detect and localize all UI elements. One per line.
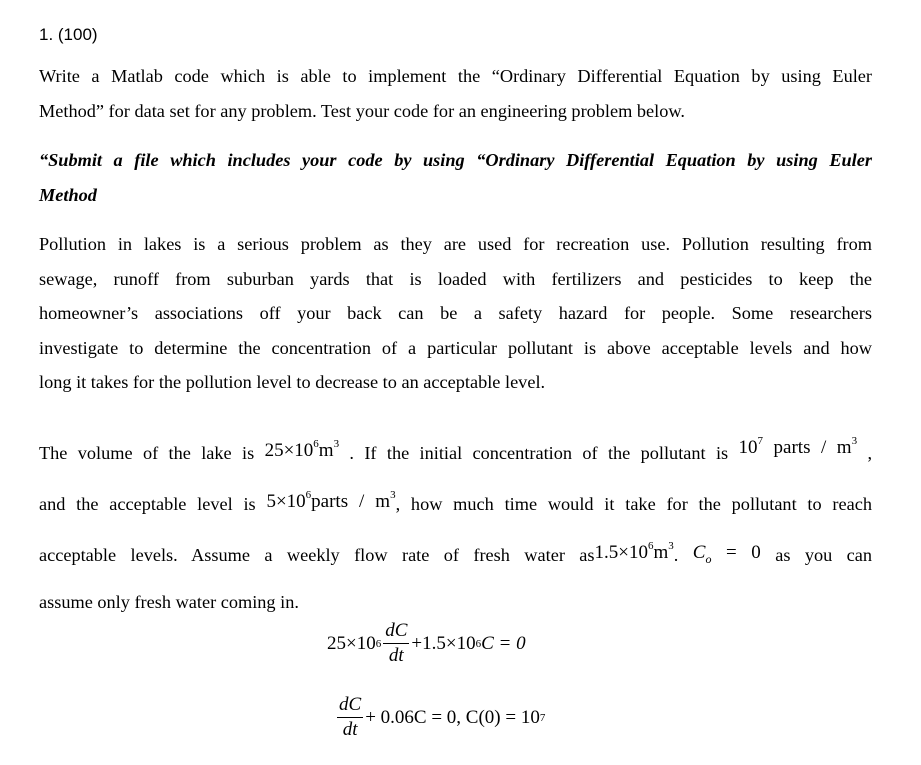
submit-note-line-2: Method — [39, 184, 97, 205]
pollution-line-3: homeowner’s associations off your back can be a safety hazard for people. Some researchers — [39, 303, 872, 323]
pollution-paragraph — [39, 227, 872, 400]
initial-condition: $C_o = 0$ — [692, 542, 761, 566]
problem-line-3: acceptable levels. Assume a weekly flow rate of fresh water $as1.5\times 10^6m^3$. $C_o = 0$ as you can — [39, 540, 872, 566]
problem-line-4: assume only fresh water coming in. — [39, 591, 299, 612]
pollution-line-5: long it takes for the pollution level to decrease to an acceptable level. — [39, 372, 546, 392]
derivative-fraction-1: $\frac{dC}{dt}$ — [385, 620, 408, 666]
lake-volume: $25\times 10^6m^3$ — [264, 438, 340, 461]
question-number: 1. (100) — [39, 25, 98, 44]
submit-note — [39, 143, 872, 212]
submit-note-line-1: “Submit a file which includes your code by using “Ordinary Differential Equation by using Euler — [39, 150, 872, 170]
intro-line-1: Write a Matlab code which is able to implement the “Ordinary Differential Equation by using Euler — [39, 66, 872, 86]
problem-line-2: and the acceptable level is $5\times 10^6parts / m^3$, how much time would it take for the pollutant to reach — [39, 489, 872, 514]
equation-1: 25×10 6 $\frac{dC}{dt}$ +1.5×10 6 C = 0 — [327, 620, 526, 666]
intro-paragraph — [39, 59, 872, 128]
flow-rate: $1.5\times 10^6m^3$ — [594, 540, 674, 563]
pollution-line-2: sewage, runoff from suburban yards that is loaded with fertilizers and pesticides to keep the — [39, 268, 872, 289]
initial-concentration: $10^7$ parts / $m^3$ — [738, 435, 858, 458]
equation-2: $\frac{dC}{dt}$ + 0.06C = 0, C(0) = 10 7 — [339, 694, 546, 740]
problem-line-1: The volume of the lake is $25\times 10^6m^3$ . If the initial concentration of the pollutant is $10^7$ parts / $m^3$ , — [39, 435, 873, 463]
pollution-line-4: investigate to determine the concentration of a particular pollutant is above acceptable levels and how — [39, 337, 872, 358]
problem-paragraph — [39, 428, 872, 617]
acceptable-level: $5\times 10^6parts / m^3$ — [266, 489, 396, 512]
derivative-fraction-2: $\frac{dC}{dt}$ — [339, 694, 362, 740]
intro-line-2: Method” for data set for any problem. Test your code for an engineering problem below. — [39, 100, 685, 121]
pollution-line-1: Pollution in lakes is a serious problem as they are used for recreation use. Pollution resulting from — [39, 234, 872, 254]
